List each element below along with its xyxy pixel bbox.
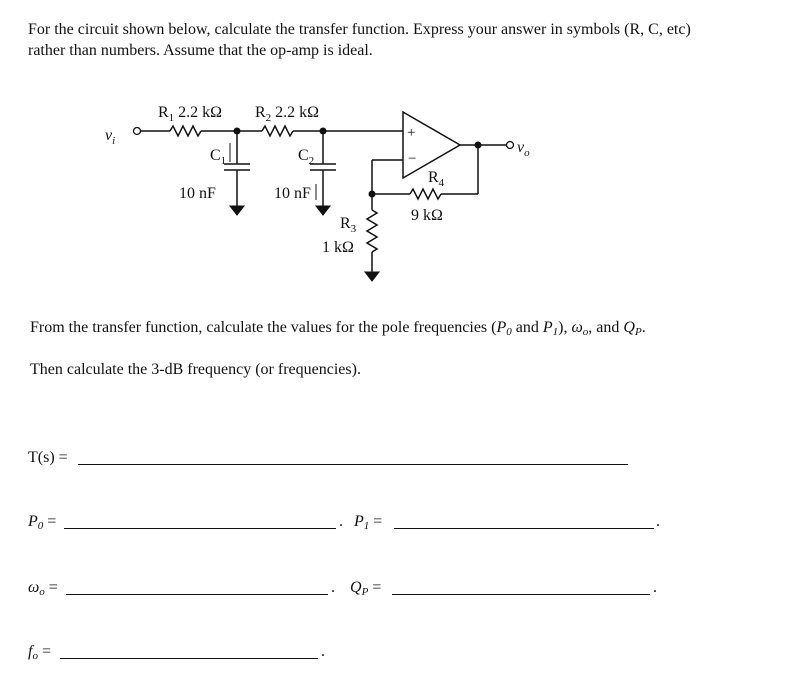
r4-label: $R_4$ [428,169,445,189]
p1-label: $P_1$ = [354,513,383,532]
op-amp-minus: − [408,151,417,167]
r1-resistor [170,126,201,136]
p1-period: . [656,513,660,530]
fo-answer-blank[interactable] [60,658,318,659]
line3-p0: P [496,319,507,336]
line3-q: Q [623,319,635,336]
ground-c2-icon [316,206,330,215]
p0-answer-blank[interactable] [64,528,336,529]
fo-label: $f_o$ = [28,643,51,662]
line3-q-sub: P [634,326,642,338]
line3-p1-sub: 1 [552,326,559,338]
line3-w-sub: o [582,326,589,338]
op-amp-plus: + [407,125,416,141]
problem-line-2: rather than numbers. Assume that the op-amp is ideal. [28,42,373,59]
circuit-diagram [0,0,791,300]
line3-mid: ), [558,319,572,336]
line3-and: and [511,319,543,336]
ts-label: T(s) = [28,449,68,466]
p1-answer-blank[interactable] [394,528,654,529]
r3-label: $R_3$ [340,215,357,235]
r1-label: $R_1$ 2.2 kΩ [158,104,223,124]
line3-end: . [641,319,646,336]
output-terminal [507,142,514,149]
input-terminal [134,128,141,135]
r2-label: $R_2$ 2.2 kΩ [255,104,320,124]
ground-c1-icon [230,206,244,215]
wo-label: $\omega_o$ = [28,579,58,598]
c2-label: $C_2$ [298,147,315,167]
r4-value: 9 kΩ [411,207,443,224]
problem-line-4: Then calculate the 3-dB frequency (or frequencies). [30,361,361,378]
line3-prefix: From the transfer function, calculate the values for the pole frequencies ( [30,319,497,336]
line3-and2: , and [588,319,624,336]
ts-answer-blank[interactable] [78,464,628,465]
r4-resistor [410,189,441,199]
c1-label: $C_1$ [210,147,227,167]
qp-label: $Q_P$ = [350,579,382,598]
p0-period: . [339,513,343,530]
qp-period: . [653,579,657,596]
c1-value: 10 nF [179,185,216,202]
vi-label: $v_i$ [105,127,116,147]
line3-w: ω [571,319,583,336]
r3-resistor [367,210,377,252]
qp-answer-blank[interactable] [392,594,650,595]
r3-value: 1 kΩ [322,239,354,256]
line3-p0-sub: 0 [506,326,512,338]
c2-value: 10 nF [274,185,311,202]
vo-label: $v_o$ [517,139,530,159]
line3-p1: P [542,319,553,336]
p0-label: $P_0$ = [28,513,57,532]
r2-resistor [262,126,293,136]
problem-line-3 [30,318,646,342]
problem-line-1: For the circuit shown below, calculate the transfer function. Express your answer in symbols (R, C, etc) [28,21,691,38]
fo-period: . [321,643,325,660]
wo-answer-blank[interactable] [66,594,328,595]
ground-r3-icon [365,272,379,281]
wo-period: . [331,579,335,596]
